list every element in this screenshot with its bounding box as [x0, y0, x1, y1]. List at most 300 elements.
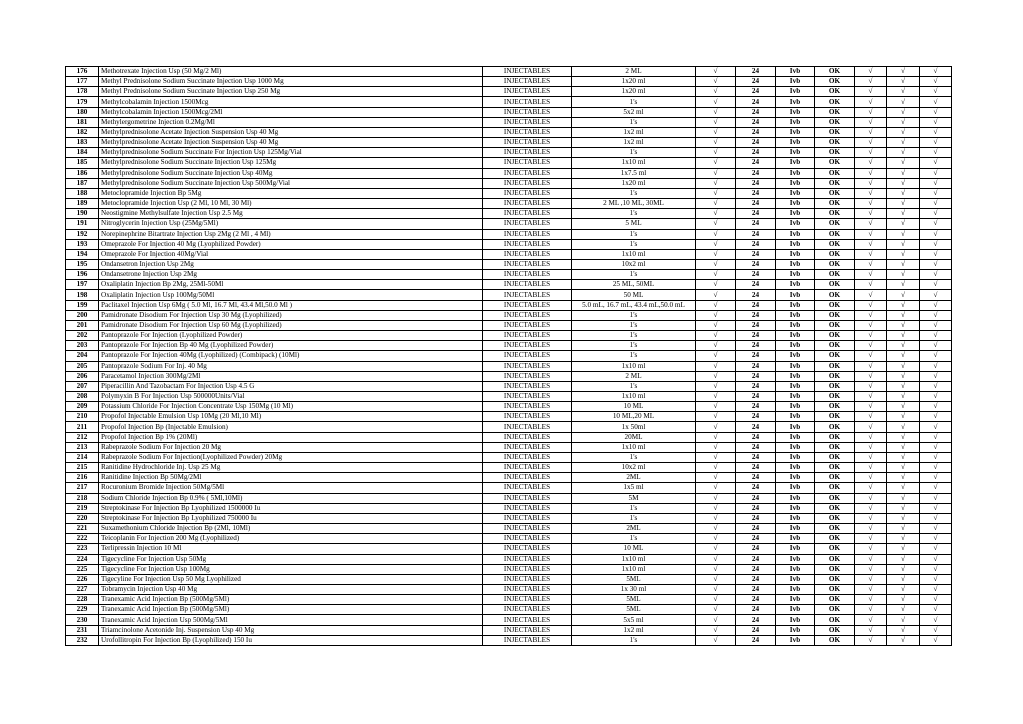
status-cell: OK: [815, 452, 855, 462]
row-number-cell: 221: [66, 524, 99, 534]
pack-size-cell: 1's: [572, 341, 696, 351]
table-row: [66, 67, 952, 77]
check-mark-4-cell: √: [920, 209, 952, 219]
status-cell: OK: [815, 412, 855, 422]
schedule-cell: Ivb: [776, 452, 815, 462]
table-row: [66, 473, 952, 483]
status-cell: OK: [815, 615, 855, 625]
product-name-cell: Ondansetrone Injection Usp 2Mg: [99, 270, 483, 280]
check-mark-3-cell: √: [887, 239, 920, 249]
status-cell: OK: [815, 219, 855, 229]
category-cell: INJECTABLES: [483, 473, 572, 483]
check-mark-1-cell: √: [696, 270, 736, 280]
pack-size-cell: 10x2 ml: [572, 463, 696, 473]
category-cell: INJECTABLES: [483, 249, 572, 259]
shelf-life-months-cell: 24: [736, 77, 776, 87]
shelf-life-months-cell: 24: [736, 473, 776, 483]
check-mark-1-cell: √: [696, 534, 736, 544]
shelf-life-months-cell: 24: [736, 524, 776, 534]
check-mark-2-cell: √: [855, 371, 887, 381]
row-number-cell: 180: [66, 107, 99, 117]
row-number-cell: 192: [66, 229, 99, 239]
status-cell: OK: [815, 574, 855, 584]
category-cell: INJECTABLES: [483, 77, 572, 87]
check-mark-4-cell: √: [920, 493, 952, 503]
pack-size-cell: 10x2 ml: [572, 259, 696, 269]
category-cell: INJECTABLES: [483, 178, 572, 188]
status-cell: OK: [815, 473, 855, 483]
check-mark-3-cell: √: [887, 361, 920, 371]
check-mark-2-cell: √: [855, 544, 887, 554]
status-cell: OK: [815, 422, 855, 432]
check-mark-2-cell: √: [855, 219, 887, 229]
status-cell: OK: [815, 463, 855, 473]
status-cell: OK: [815, 77, 855, 87]
product-name-cell: Omeprazole For Injection 40Mg/Vial: [99, 249, 483, 259]
check-mark-2-cell: √: [855, 341, 887, 351]
check-mark-4-cell: √: [920, 300, 952, 310]
check-mark-1-cell: √: [696, 392, 736, 402]
check-mark-1-cell: √: [696, 564, 736, 574]
status-cell: OK: [815, 392, 855, 402]
pack-size-cell: 2ML: [572, 524, 696, 534]
check-mark-4-cell: √: [920, 432, 952, 442]
check-mark-4-cell: √: [920, 503, 952, 513]
pack-size-cell: 5.0 mL, 16.7 mL, 43.4 mL,50.0 mL: [572, 300, 696, 310]
category-cell: INJECTABLES: [483, 574, 572, 584]
product-name-cell: Piperacillin And Tazobactam For Injection Usp 4.5 G: [99, 381, 483, 391]
status-cell: OK: [815, 270, 855, 280]
product-name-cell: Nitroglycerin Injection Usp (25Mg/5Ml): [99, 219, 483, 229]
table-row: [66, 483, 952, 493]
pack-size-cell: 1x10 ml: [572, 392, 696, 402]
check-mark-4-cell: √: [920, 392, 952, 402]
row-number-cell: 198: [66, 290, 99, 300]
product-name-cell: Ondansetron Injection Usp 2Mg: [99, 259, 483, 269]
row-number-cell: 214: [66, 452, 99, 462]
status-cell: OK: [815, 310, 855, 320]
check-mark-3-cell: √: [887, 188, 920, 198]
pack-size-cell: 1's: [572, 229, 696, 239]
shelf-life-months-cell: 24: [736, 595, 776, 605]
product-name-cell: Tigecyline For Injection Usp 50 Mg Lyophilized: [99, 574, 483, 584]
shelf-life-months-cell: 24: [736, 138, 776, 148]
shelf-life-months-cell: 24: [736, 300, 776, 310]
category-cell: INJECTABLES: [483, 270, 572, 280]
pack-size-cell: 1x10 ml: [572, 158, 696, 168]
table-row: [66, 280, 952, 290]
category-cell: INJECTABLES: [483, 280, 572, 290]
category-cell: INJECTABLES: [483, 381, 572, 391]
row-number-cell: 199: [66, 300, 99, 310]
product-name-cell: Potassium Chloride For Injection Concentrate Usp 150Mg (10 Ml): [99, 402, 483, 412]
category-cell: INJECTABLES: [483, 371, 572, 381]
check-mark-2-cell: √: [855, 138, 887, 148]
check-mark-4-cell: √: [920, 148, 952, 158]
check-mark-3-cell: √: [887, 270, 920, 280]
check-mark-2-cell: √: [855, 67, 887, 77]
check-mark-1-cell: √: [696, 412, 736, 422]
check-mark-2-cell: √: [855, 635, 887, 645]
schedule-cell: Ivb: [776, 107, 815, 117]
status-cell: OK: [815, 605, 855, 615]
check-mark-1-cell: √: [696, 432, 736, 442]
check-mark-1-cell: √: [696, 97, 736, 107]
product-name-cell: Tranexamic Acid Injection Usp 500Mg/5Ml: [99, 615, 483, 625]
product-name-cell: Omeprazole For Injection 40 Mg (Lyophilized Powder): [99, 239, 483, 249]
row-number-cell: 215: [66, 463, 99, 473]
pack-size-cell: 1x2 ml: [572, 127, 696, 137]
check-mark-2-cell: √: [855, 432, 887, 442]
check-mark-3-cell: √: [887, 493, 920, 503]
product-name-cell: Rabeprazole Sodium For Injection 20 Mg: [99, 442, 483, 452]
check-mark-2-cell: √: [855, 524, 887, 534]
shelf-life-months-cell: 24: [736, 158, 776, 168]
schedule-cell: Ivb: [776, 280, 815, 290]
pack-size-cell: 1's: [572, 635, 696, 645]
table-row: [66, 564, 952, 574]
product-name-cell: Norepinephrine Bitartrate Injection Usp 2Mg (2 Ml , 4 Ml): [99, 229, 483, 239]
table-row: [66, 392, 952, 402]
check-mark-2-cell: √: [855, 259, 887, 269]
category-cell: INJECTABLES: [483, 127, 572, 137]
pack-size-cell: 1's: [572, 148, 696, 158]
check-mark-4-cell: √: [920, 158, 952, 168]
shelf-life-months-cell: 24: [736, 442, 776, 452]
shelf-life-months-cell: 24: [736, 97, 776, 107]
schedule-cell: Ivb: [776, 97, 815, 107]
status-cell: OK: [815, 168, 855, 178]
status-cell: OK: [815, 371, 855, 381]
schedule-cell: Ivb: [776, 584, 815, 594]
status-cell: OK: [815, 554, 855, 564]
check-mark-3-cell: √: [887, 534, 920, 544]
check-mark-2-cell: √: [855, 249, 887, 259]
table-row: [66, 188, 952, 198]
check-mark-2-cell: √: [855, 77, 887, 87]
category-cell: INJECTABLES: [483, 188, 572, 198]
check-mark-4-cell: √: [920, 127, 952, 137]
table-row: [66, 138, 952, 148]
shelf-life-months-cell: 24: [736, 351, 776, 361]
check-mark-2-cell: √: [855, 402, 887, 412]
status-cell: OK: [815, 513, 855, 523]
check-mark-2-cell: √: [855, 361, 887, 371]
check-mark-2-cell: √: [855, 127, 887, 137]
shelf-life-months-cell: 24: [736, 574, 776, 584]
pack-size-cell: 1's: [572, 351, 696, 361]
shelf-life-months-cell: 24: [736, 117, 776, 127]
status-cell: OK: [815, 199, 855, 209]
check-mark-2-cell: √: [855, 331, 887, 341]
check-mark-4-cell: √: [920, 270, 952, 280]
category-cell: INJECTABLES: [483, 402, 572, 412]
check-mark-4-cell: √: [920, 554, 952, 564]
check-mark-2-cell: √: [855, 280, 887, 290]
shelf-life-months-cell: 24: [736, 341, 776, 351]
check-mark-3-cell: √: [887, 483, 920, 493]
status-cell: OK: [815, 67, 855, 77]
check-mark-2-cell: √: [855, 178, 887, 188]
check-mark-4-cell: √: [920, 574, 952, 584]
check-mark-4-cell: √: [920, 107, 952, 117]
check-mark-4-cell: √: [920, 422, 952, 432]
status-cell: OK: [815, 351, 855, 361]
status-cell: OK: [815, 564, 855, 574]
pack-size-cell: 1x10 ml: [572, 564, 696, 574]
table-row: [66, 442, 952, 452]
table-row: [66, 107, 952, 117]
table-row: [66, 635, 952, 645]
category-cell: INJECTABLES: [483, 452, 572, 462]
table-row: [66, 127, 952, 137]
check-mark-4-cell: √: [920, 117, 952, 127]
status-cell: OK: [815, 635, 855, 645]
check-mark-1-cell: √: [696, 493, 736, 503]
row-number-cell: 185: [66, 158, 99, 168]
check-mark-4-cell: √: [920, 188, 952, 198]
product-table: [65, 66, 952, 646]
status-cell: OK: [815, 97, 855, 107]
table-row: [66, 117, 952, 127]
status-cell: OK: [815, 138, 855, 148]
pack-size-cell: 1's: [572, 239, 696, 249]
status-cell: OK: [815, 524, 855, 534]
status-cell: OK: [815, 341, 855, 351]
row-number-cell: 204: [66, 351, 99, 361]
schedule-cell: Ivb: [776, 158, 815, 168]
status-cell: OK: [815, 402, 855, 412]
category-cell: INJECTABLES: [483, 463, 572, 473]
check-mark-2-cell: √: [855, 107, 887, 117]
shelf-life-months-cell: 24: [736, 229, 776, 239]
check-mark-1-cell: √: [696, 341, 736, 351]
pack-size-cell: 1's: [572, 117, 696, 127]
schedule-cell: Ivb: [776, 178, 815, 188]
schedule-cell: Ivb: [776, 331, 815, 341]
category-cell: INJECTABLES: [483, 209, 572, 219]
table-row: [66, 493, 952, 503]
product-name-cell: Propofol Injectable Emulsion Usp 10Mg (20 Ml,10 Ml): [99, 412, 483, 422]
table-row: [66, 463, 952, 473]
check-mark-1-cell: √: [696, 310, 736, 320]
check-mark-2-cell: √: [855, 300, 887, 310]
check-mark-4-cell: √: [920, 229, 952, 239]
status-cell: OK: [815, 158, 855, 168]
status-cell: OK: [815, 239, 855, 249]
check-mark-2-cell: √: [855, 239, 887, 249]
row-number-cell: 231: [66, 625, 99, 635]
status-cell: OK: [815, 209, 855, 219]
schedule-cell: Ivb: [776, 605, 815, 615]
check-mark-3-cell: √: [887, 127, 920, 137]
status-cell: OK: [815, 381, 855, 391]
check-mark-4-cell: √: [920, 452, 952, 462]
product-name-cell: Methylcobalamin Injection 1500Mcg/2Ml: [99, 107, 483, 117]
table-row: [66, 300, 952, 310]
table-row: [66, 77, 952, 87]
product-name-cell: Paracetamol Injection 300Mg/2Ml: [99, 371, 483, 381]
schedule-cell: Ivb: [776, 361, 815, 371]
table-row: [66, 534, 952, 544]
table-row: [66, 290, 952, 300]
check-mark-2-cell: √: [855, 442, 887, 452]
shelf-life-months-cell: 24: [736, 625, 776, 635]
table-row: [66, 320, 952, 330]
row-number-cell: 223: [66, 544, 99, 554]
schedule-cell: Ivb: [776, 625, 815, 635]
category-cell: INJECTABLES: [483, 199, 572, 209]
schedule-cell: Ivb: [776, 574, 815, 584]
check-mark-1-cell: √: [696, 615, 736, 625]
row-number-cell: 203: [66, 341, 99, 351]
shelf-life-months-cell: 24: [736, 320, 776, 330]
shelf-life-months-cell: 24: [736, 513, 776, 523]
row-number-cell: 227: [66, 584, 99, 594]
schedule-cell: Ivb: [776, 199, 815, 209]
pack-size-cell: 1's: [572, 381, 696, 391]
category-cell: INJECTABLES: [483, 229, 572, 239]
check-mark-4-cell: √: [920, 483, 952, 493]
pack-size-cell: 5ML: [572, 605, 696, 615]
category-cell: INJECTABLES: [483, 584, 572, 594]
check-mark-3-cell: √: [887, 371, 920, 381]
check-mark-4-cell: √: [920, 371, 952, 381]
check-mark-2-cell: √: [855, 199, 887, 209]
check-mark-1-cell: √: [696, 259, 736, 269]
status-cell: OK: [815, 229, 855, 239]
check-mark-4-cell: √: [920, 341, 952, 351]
schedule-cell: Ivb: [776, 615, 815, 625]
pack-size-cell: 1x5 ml: [572, 483, 696, 493]
pack-size-cell: 2ML: [572, 473, 696, 483]
product-name-cell: Pantoprazole For Injection (Lyophilized Powder): [99, 331, 483, 341]
schedule-cell: Ivb: [776, 554, 815, 564]
check-mark-3-cell: √: [887, 351, 920, 361]
row-number-cell: 228: [66, 595, 99, 605]
check-mark-4-cell: √: [920, 219, 952, 229]
check-mark-2-cell: √: [855, 310, 887, 320]
check-mark-3-cell: √: [887, 584, 920, 594]
category-cell: INJECTABLES: [483, 524, 572, 534]
pack-size-cell: 2 ML: [572, 67, 696, 77]
schedule-cell: Ivb: [776, 188, 815, 198]
shelf-life-months-cell: 24: [736, 605, 776, 615]
check-mark-2-cell: √: [855, 320, 887, 330]
product-name-cell: Pamidronate Disodium For Injection Usp 30 Mg (Lyophilized): [99, 310, 483, 320]
product-name-cell: Urofollitropin For Injection Bp (Lyophilized) 150 Iu: [99, 635, 483, 645]
check-mark-1-cell: √: [696, 158, 736, 168]
schedule-cell: Ivb: [776, 341, 815, 351]
shelf-life-months-cell: 24: [736, 544, 776, 554]
shelf-life-months-cell: 24: [736, 148, 776, 158]
product-name-cell: Methylcobalamin Injection 1500Mcg: [99, 97, 483, 107]
check-mark-1-cell: √: [696, 371, 736, 381]
category-cell: INJECTABLES: [483, 635, 572, 645]
schedule-cell: Ivb: [776, 138, 815, 148]
pack-size-cell: 20ML: [572, 432, 696, 442]
category-cell: INJECTABLES: [483, 219, 572, 229]
row-number-cell: 210: [66, 412, 99, 422]
check-mark-2-cell: √: [855, 483, 887, 493]
category-cell: INJECTABLES: [483, 422, 572, 432]
check-mark-3-cell: √: [887, 249, 920, 259]
check-mark-2-cell: √: [855, 534, 887, 544]
schedule-cell: Ivb: [776, 249, 815, 259]
category-cell: INJECTABLES: [483, 341, 572, 351]
product-name-cell: Streptokinase For Injection Bp Lyophilized 750000 Iu: [99, 513, 483, 523]
table-row: [66, 605, 952, 615]
check-mark-1-cell: √: [696, 361, 736, 371]
shelf-life-months-cell: 24: [736, 422, 776, 432]
table-row: [66, 625, 952, 635]
schedule-cell: Ivb: [776, 229, 815, 239]
check-mark-4-cell: √: [920, 290, 952, 300]
check-mark-3-cell: √: [887, 138, 920, 148]
check-mark-3-cell: √: [887, 452, 920, 462]
check-mark-3-cell: √: [887, 178, 920, 188]
status-cell: OK: [815, 493, 855, 503]
check-mark-4-cell: √: [920, 564, 952, 574]
check-mark-4-cell: √: [920, 524, 952, 534]
check-mark-3-cell: √: [887, 524, 920, 534]
category-cell: INJECTABLES: [483, 331, 572, 341]
check-mark-1-cell: √: [696, 239, 736, 249]
product-name-cell: Neostigmine Methylsulfate Injection Usp 2.5 Mg: [99, 209, 483, 219]
product-name-cell: Metoclopramide Injection Usp (2 Ml, 10 Ml, 30 Ml): [99, 199, 483, 209]
shelf-life-months-cell: 24: [736, 615, 776, 625]
check-mark-3-cell: √: [887, 209, 920, 219]
row-number-cell: 178: [66, 87, 99, 97]
product-name-cell: Teicoplanin For Injection 200 Mg (Lyophilized): [99, 534, 483, 544]
check-mark-3-cell: √: [887, 310, 920, 320]
product-name-cell: Triamcinolone Acetonide Inj. Suspension Usp 40 Mg: [99, 625, 483, 635]
category-cell: INJECTABLES: [483, 595, 572, 605]
check-mark-3-cell: √: [887, 605, 920, 615]
pack-size-cell: 5x2 ml: [572, 107, 696, 117]
table-row: [66, 310, 952, 320]
pack-size-cell: 1's: [572, 534, 696, 544]
table-row: [66, 412, 952, 422]
table-row: [66, 402, 952, 412]
row-number-cell: 184: [66, 148, 99, 158]
schedule-cell: Ivb: [776, 300, 815, 310]
check-mark-3-cell: √: [887, 280, 920, 290]
category-cell: INJECTABLES: [483, 168, 572, 178]
check-mark-3-cell: √: [887, 300, 920, 310]
shelf-life-months-cell: 24: [736, 239, 776, 249]
check-mark-3-cell: √: [887, 229, 920, 239]
row-number-cell: 200: [66, 310, 99, 320]
pack-size-cell: 1's: [572, 188, 696, 198]
category-cell: INJECTABLES: [483, 239, 572, 249]
status-cell: OK: [815, 361, 855, 371]
product-name-cell: Propofol Injection Bp 1% (20Ml): [99, 432, 483, 442]
check-mark-1-cell: √: [696, 199, 736, 209]
check-mark-3-cell: √: [887, 199, 920, 209]
row-number-cell: 183: [66, 138, 99, 148]
schedule-cell: Ivb: [776, 67, 815, 77]
shelf-life-months-cell: 24: [736, 463, 776, 473]
shelf-life-months-cell: 24: [736, 219, 776, 229]
check-mark-1-cell: √: [696, 300, 736, 310]
pack-size-cell: 1's: [572, 97, 696, 107]
table-row: [66, 219, 952, 229]
check-mark-4-cell: √: [920, 442, 952, 452]
status-cell: OK: [815, 595, 855, 605]
shelf-life-months-cell: 24: [736, 503, 776, 513]
check-mark-2-cell: √: [855, 463, 887, 473]
